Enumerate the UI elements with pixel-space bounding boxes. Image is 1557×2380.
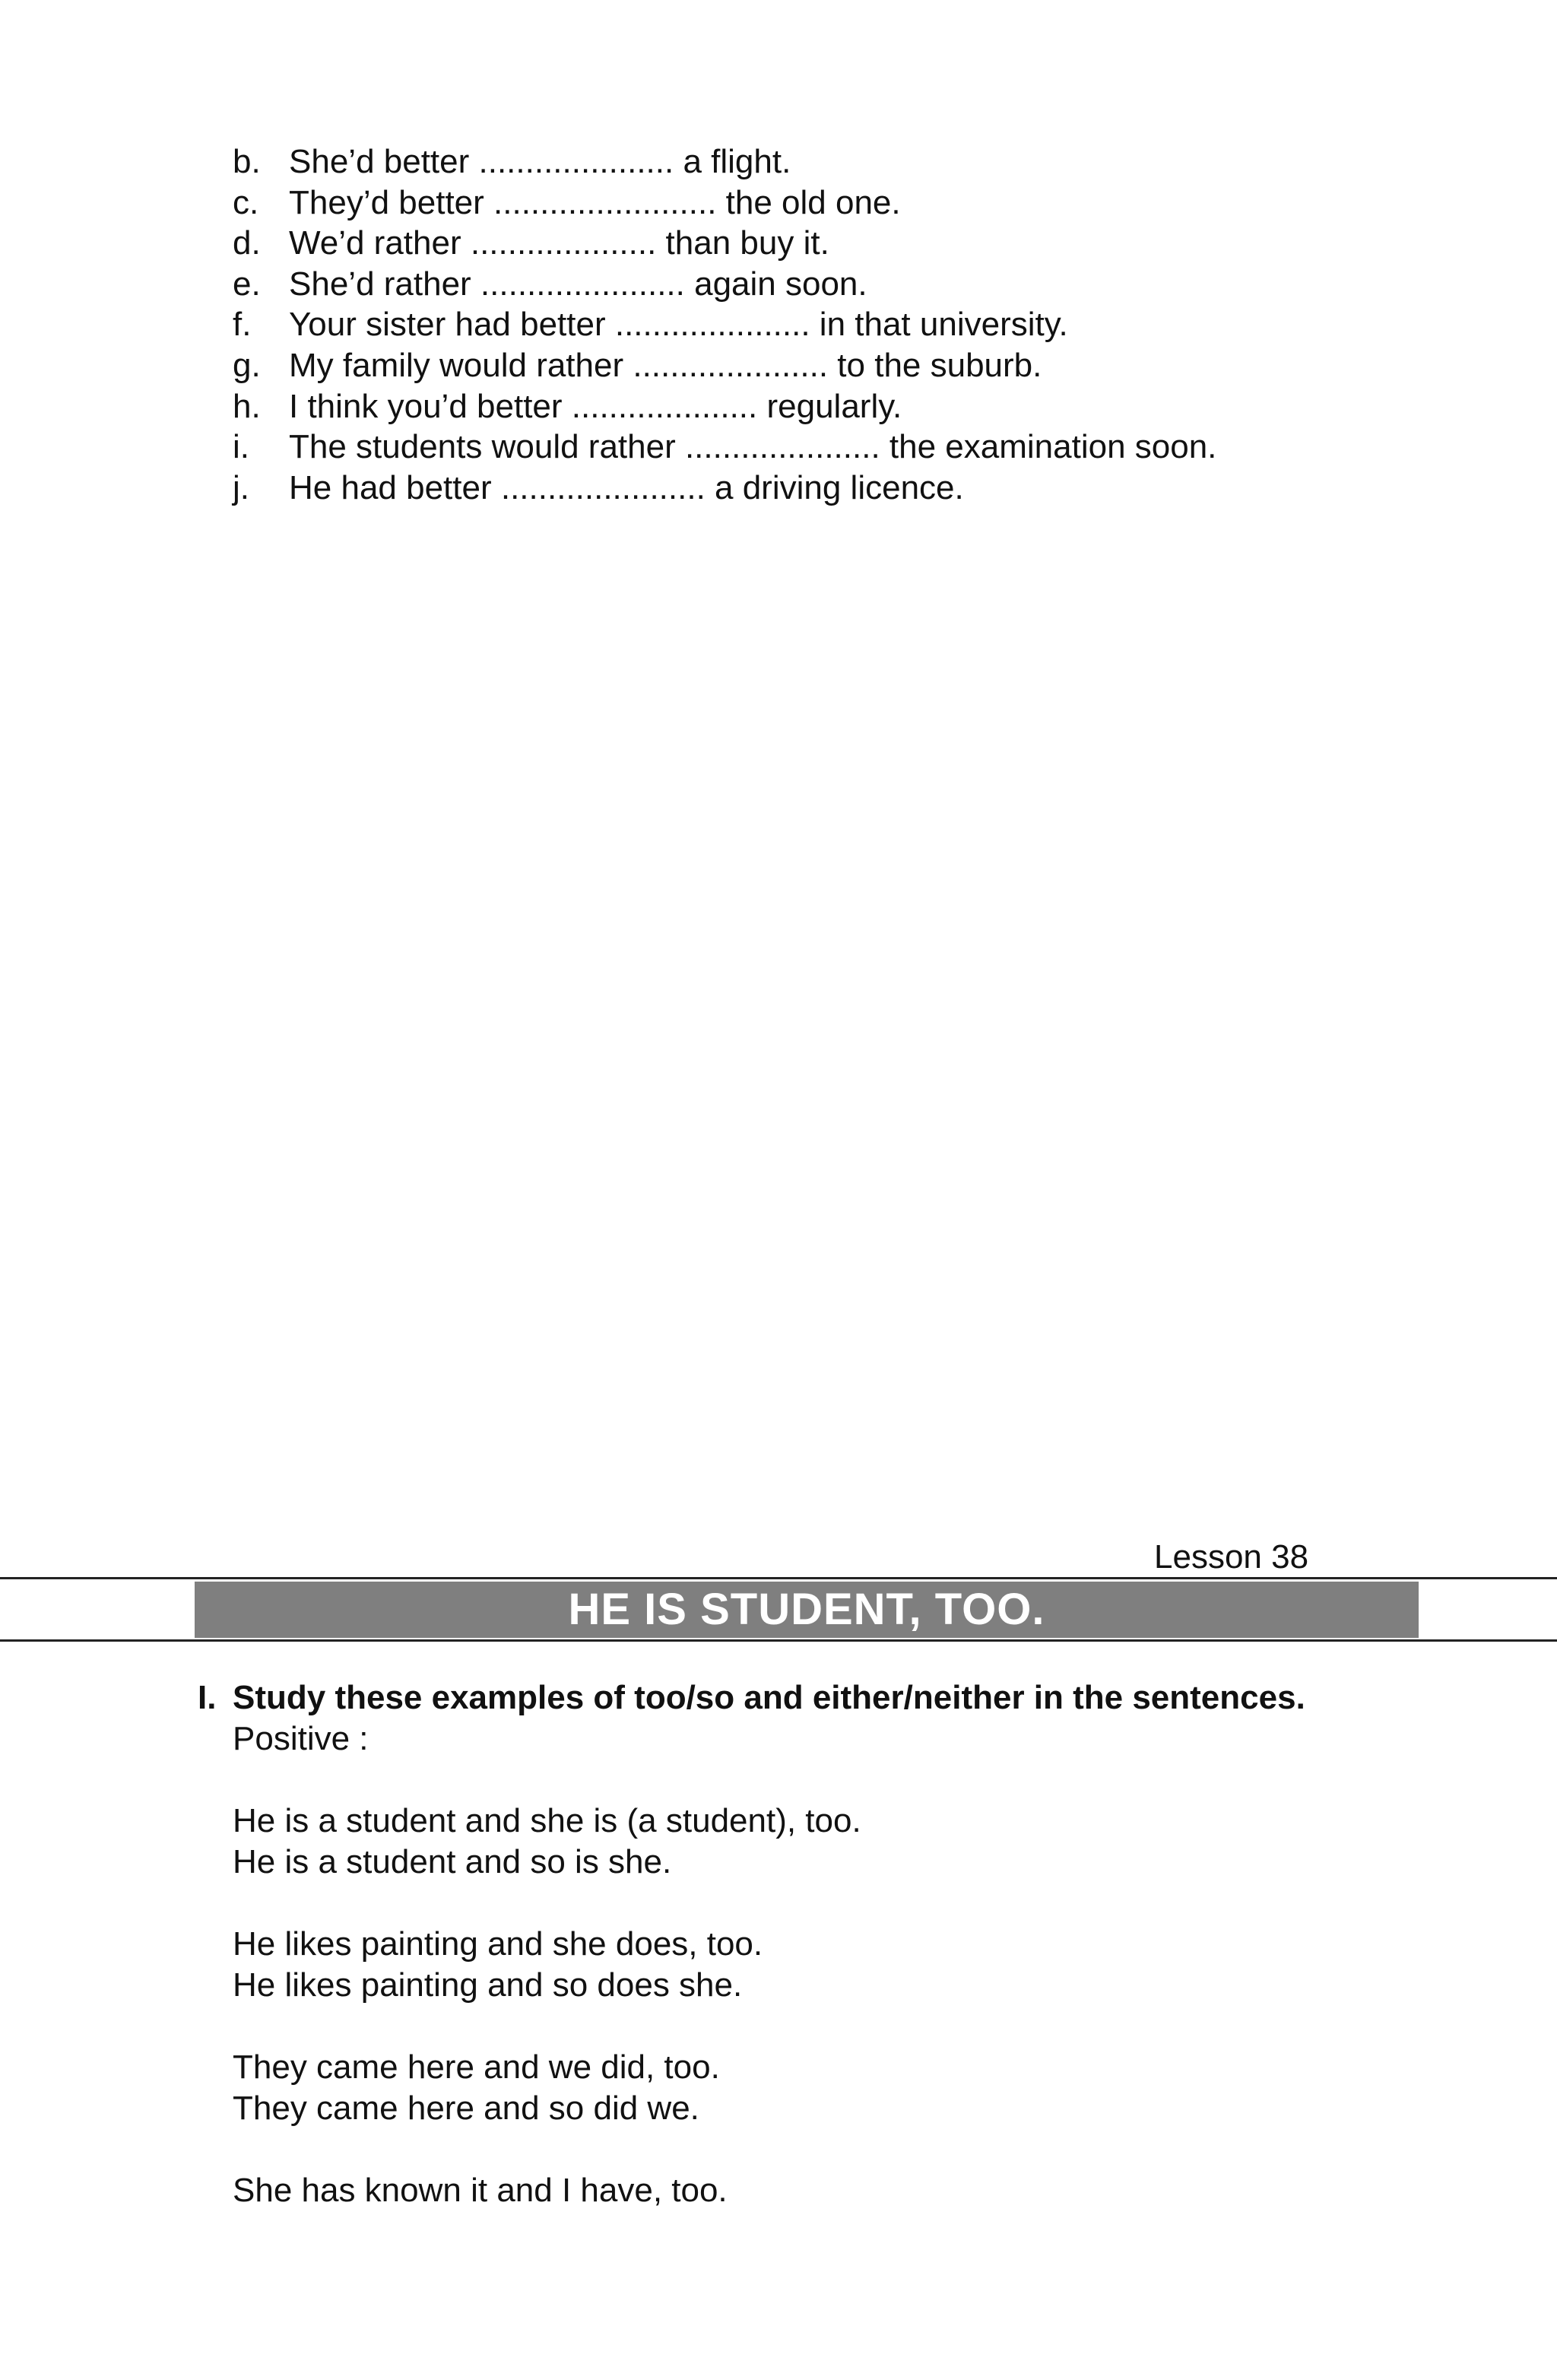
item-letter: d. (233, 224, 261, 262)
item-letter: f. (233, 306, 252, 344)
item-text: She’d rather ...................... again soon. (289, 265, 867, 303)
item-text: We’d rather .................... than buy it. (289, 224, 829, 262)
item-text: He had better ...................... a driving licence. (289, 468, 964, 506)
spacer (233, 1883, 1490, 1924)
item-letter: h. (233, 387, 261, 425)
item-letter: j. (233, 468, 249, 506)
example-sentence: He likes painting and so does she. (233, 1966, 743, 2004)
item-text: I think you’d better .................... regularly. (289, 387, 902, 425)
lesson-title: HE IS STUDENT, TOO. (195, 1582, 1419, 1638)
example-sentence: They came here and we did, too. (233, 2048, 720, 2086)
exercise-item (233, 345, 1216, 386)
exercise-item (233, 304, 1216, 345)
bottom-divider (0, 1639, 1557, 1642)
example-sentence: They came here and so did we. (233, 2090, 699, 2127)
section-numeral: I. (198, 1679, 217, 1716)
example-sentence: He is a student and she is (a student), too. (233, 1802, 861, 1839)
lesson-label: Lesson 38 (1154, 1538, 1309, 1576)
exercise-item (233, 427, 1216, 468)
spacer (233, 2129, 1490, 2170)
exercise-item (233, 141, 1216, 182)
item-letter: c. (233, 183, 259, 221)
spacer (233, 2006, 1490, 2047)
item-text: They’d better ........................ the old one. (289, 183, 901, 221)
item-letter: b. (233, 143, 261, 180)
section-heading (198, 1677, 1490, 1718)
section-heading-text: Study these examples of too/so and either/neither in the sentences. (233, 1679, 1305, 1716)
example-sentence: She has known it and I have, too. (233, 2172, 728, 2209)
exercise-item (233, 264, 1216, 305)
item-letter: g. (233, 346, 261, 384)
positive-label: Positive : (233, 1720, 369, 1757)
top-divider (0, 1577, 1557, 1579)
exercise-item (233, 223, 1216, 264)
spacer (233, 1760, 1490, 1801)
item-text: She’d better ..................... a flight. (289, 143, 791, 180)
exercise-item (233, 386, 1216, 427)
section-one (198, 1677, 1490, 2211)
item-text: My family would rather ..................... to the suburb. (289, 346, 1042, 384)
item-letter: e. (233, 265, 261, 303)
section-body (233, 1718, 1490, 2211)
exercise-list (233, 141, 1216, 508)
exercise-item (233, 182, 1216, 224)
example-sentence: He is a student and so is she. (233, 1843, 672, 1880)
item-text: The students would rather ..................... the examination soon. (289, 428, 1217, 466)
exercise-item (233, 468, 1216, 509)
example-sentence: He likes painting and she does, too. (233, 1925, 763, 1963)
item-letter: i. (233, 428, 249, 466)
item-text: Your sister had better ..................... in that university. (289, 306, 1068, 344)
